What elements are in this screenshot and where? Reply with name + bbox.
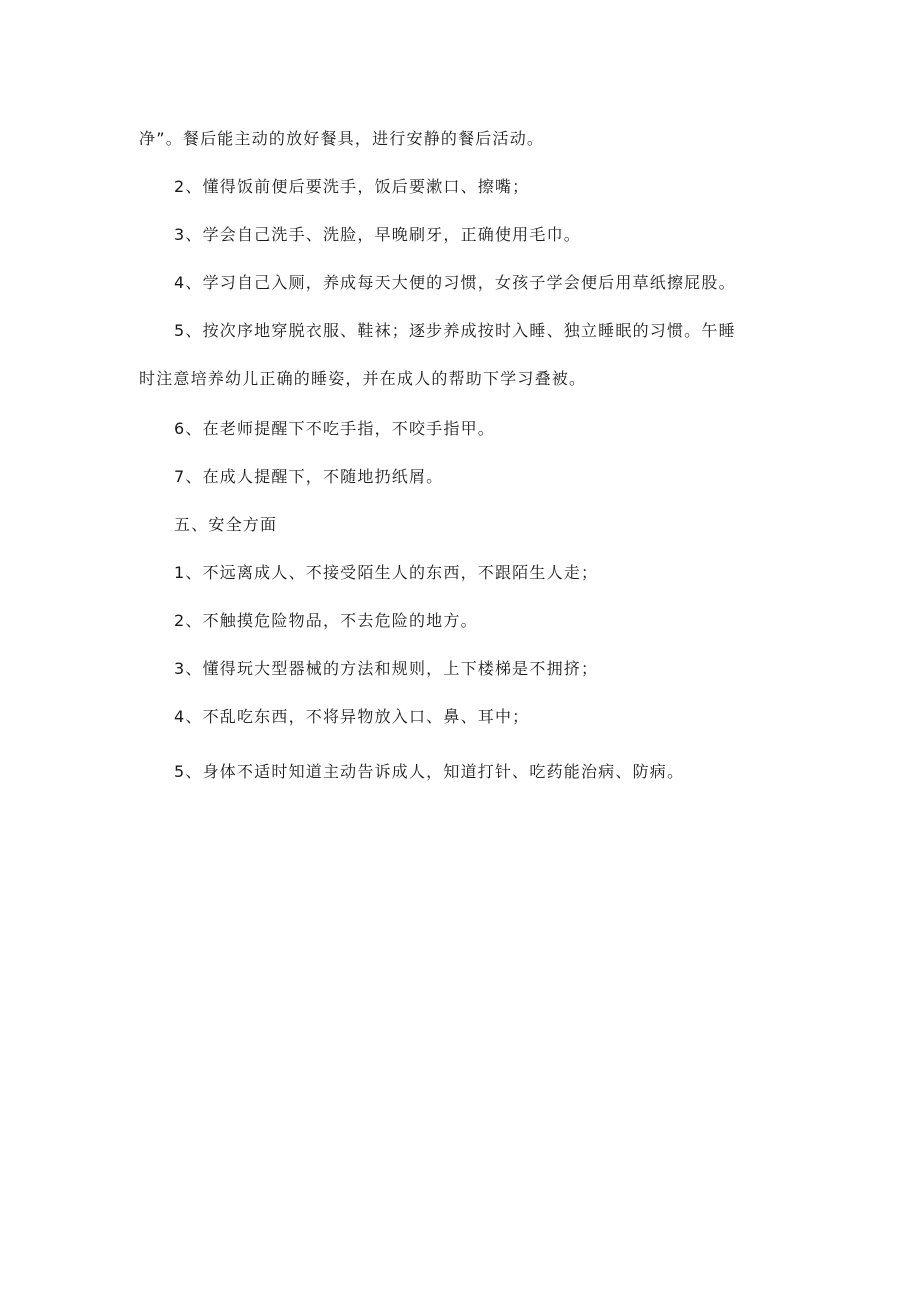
safety-item-5: 5、身体不适时知道主动告诉成人，知道打针、吃药能治病、防病。 bbox=[174, 762, 685, 781]
safety-item-2: 2、不触摸危险物品，不去危险的地方。 bbox=[174, 611, 478, 630]
paragraph-line-continuation: 净”。餐后能主动的放好餐具，进行安静的餐后活动。 bbox=[139, 129, 545, 148]
safety-item-1: 1、不远离成人、不接受陌生人的东西，不跟陌生人走； bbox=[174, 563, 599, 582]
hygiene-item-2: 2、懂得饭前便后要洗手，饭后要漱口、擦嘴； bbox=[174, 177, 530, 196]
safety-item-4: 4、不乱吃东西，不将异物放入口、鼻、耳中； bbox=[174, 707, 530, 726]
hygiene-item-3: 3、学会自己洗手、洗脸，早晚刷牙，正确使用毛巾。 bbox=[174, 225, 581, 244]
hygiene-item-5-continuation: 时注意培养幼儿正确的睡姿，并在成人的帮助下学习叠被。 bbox=[139, 369, 587, 388]
section-heading-safety: 五、安全方面 bbox=[174, 515, 278, 534]
hygiene-item-4: 4、学习自己入厕，养成每天大便的习惯，女孩子学会便后用草纸擦屁股。 bbox=[174, 273, 736, 292]
hygiene-item-6: 6、在老师提醒下不吃手指，不咬手指甲。 bbox=[174, 419, 495, 438]
safety-item-3: 3、懂得玩大型器械的方法和规则，上下楼梯是不拥挤； bbox=[174, 659, 599, 678]
hygiene-item-7: 7、在成人提醒下，不随地扔纸屑。 bbox=[174, 467, 444, 486]
hygiene-item-5: 5、按次序地穿脱衣服、鞋袜；逐步养成按时入睡、独立睡眠的习惯。午睡 bbox=[174, 321, 736, 340]
